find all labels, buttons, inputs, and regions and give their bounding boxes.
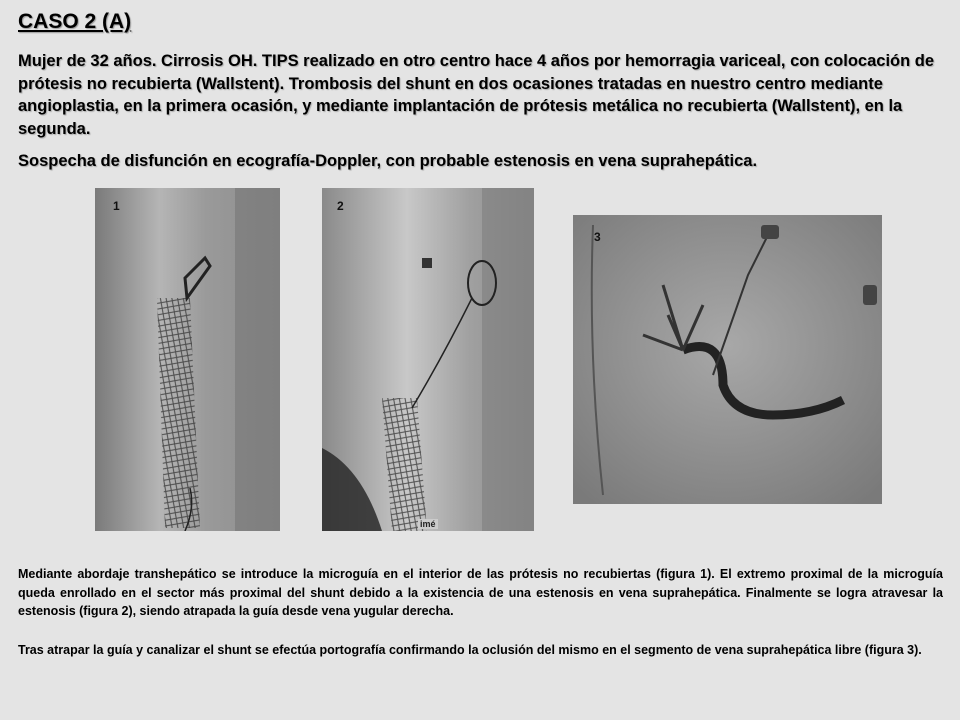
portography-text: Tras atrapar la guía y canalizar el shunt se efectúa portografía confirmando la oclusión del mismo en el segmento de vena suprahepática libre (figura 3). [18,643,922,657]
suspicion-text: Sospecha de disfunción en ecografía-Doppler, con probable estenosis en vena suprahepática. [18,152,758,170]
page-title: CASO 2 (A) [18,10,132,33]
figure-2-image [322,188,534,531]
figure-1-image [95,188,280,531]
case-description: Mujer de 32 años. Cirrosis OH. TIPS realizado en otro centro hace 4 años por hemorragia variceal, con colocación de prótesis no recubierta (Wallstent). Trombosis del shunt en dos ocasiones tratadas en nuestro centro mediante angioplastia, en la primera ocasión, y mediante implantación de prótesis metálica no recubierta (Wallstent), en la segunda. [18,52,935,138]
procedure-text: Mediante abordaje transhepático se introduce la microguía en el interior de las prótesis no recubiertas (figura 1). El extremo proximal de la microguía queda enrollado en el sector más proximal del shunt debido a la existencia de una estenosis en vena suprahepática. Finalmente se logra atravesar la estenosis (figura 2), siendo atrapada la guía desde vena yugular derecha. [18,567,943,618]
figure-3-image [573,215,882,504]
figure-2-watermark: imé [420,519,436,529]
figure-2-label: 2 [337,199,344,213]
figure-3-label: 3 [594,230,601,244]
figure-1-label: 1 [113,199,120,213]
